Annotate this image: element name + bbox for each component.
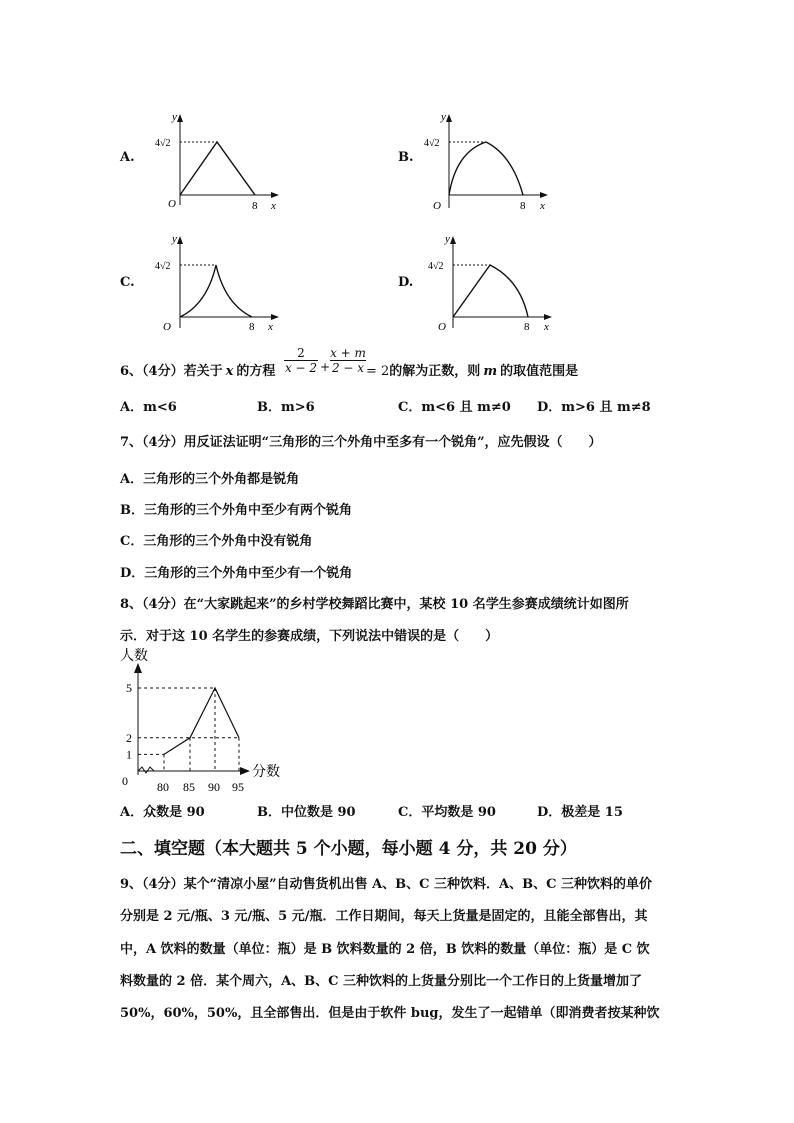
option-c-label: C. xyxy=(120,275,135,290)
q8-stem-line2: 示．对于这 10 名学生的参赛成绩，下列说法中错误的是（ ） xyxy=(120,629,499,644)
q8-stem-line1: 8、（4分）在“大家跳起来”的乡村学校舞蹈比赛中，某校 10 名学生参赛成绩统计如图所 xyxy=(120,597,629,612)
q6-option-b[interactable]: B．m>6 xyxy=(257,400,315,415)
graph-c-xend: 8 xyxy=(249,321,255,333)
q6-plus: + xyxy=(320,360,331,374)
graph-d-x: x xyxy=(544,321,549,333)
option-d-label: D. xyxy=(398,275,414,290)
graph-a-y: y xyxy=(172,111,177,123)
q8-xtick-90: 90 xyxy=(208,780,220,794)
q8-chart-ylabel: 人数 xyxy=(120,649,148,664)
graph-d xyxy=(428,232,558,334)
section-2-title: 二、填空题（本大题共 5 个小题，每小题 4 分，共 20 分） xyxy=(120,839,577,859)
graph-b-xend: 8 xyxy=(520,200,526,210)
graph-b xyxy=(424,110,554,210)
q8-xtick-85: 85 xyxy=(183,780,195,794)
graph-d-peak: 4√2 xyxy=(428,261,444,272)
graph-a-x: x xyxy=(271,200,276,210)
q7-option-a[interactable]: A．三角形的三个外角都是锐角 xyxy=(120,472,300,487)
q9-line-3: 中，A 饮料的数量（单位：瓶）是 B 饮料数量的 2 倍，B 饮料的数量（单位：瓶）是 C 饮 xyxy=(120,942,650,957)
q7-option-b[interactable]: B．三角形的三个外角中至少有两个锐角 xyxy=(120,503,352,518)
q8-chart xyxy=(112,645,302,795)
q8-option-c[interactable]: C．平均数是 90 xyxy=(398,805,496,820)
graph-c-peak: 4√2 xyxy=(155,261,171,272)
q9-line-2: 分别是 2 元/瓶、3 元/瓶、5 元/瓶．工作日期间，每天上货量是固定的，且能全部售出，其 xyxy=(120,909,648,924)
graph-b-peak: 4√2 xyxy=(424,138,440,149)
option-b-label: B. xyxy=(398,150,414,165)
q8-option-a[interactable]: A．众数是 90 xyxy=(120,805,205,820)
q8-series-line xyxy=(164,688,239,754)
q8-chart-xlabel: 分数 xyxy=(252,765,280,780)
q9-line-4: 料数量的 2 倍．某个周六，A、B、C 三种饮料的上货量分别比一个工作日的上货量增加了 xyxy=(120,974,643,989)
graph-c-origin: O xyxy=(163,321,171,333)
graph-d-xend: 8 xyxy=(524,321,530,333)
q6-stem-tail: = 2的解为正数，则 m 的取值范围是 xyxy=(366,364,579,379)
q6-option-d[interactable]: D．m>6 且 m≠8 xyxy=(537,400,651,415)
q9-line-5: 50%，60%，50%，且全部售出．但是由于软件 bug，发生了一起错单（即消费者按某种饮 xyxy=(120,1006,660,1021)
q8-xtick-95: 95 xyxy=(232,780,244,794)
q7-option-d[interactable]: D．三角形的三个外角中至少有一个锐角 xyxy=(120,566,353,581)
q6-stem: 6、（4分）若关于 x 的方程 xyxy=(120,364,276,379)
q8-option-b[interactable]: B．中位数是 90 xyxy=(257,805,356,820)
graph-c-y: y xyxy=(172,233,177,245)
graph-b-x: x xyxy=(540,200,545,210)
q8-ytick-2: 2 xyxy=(126,730,132,745)
q8-ytick-5: 5 xyxy=(126,681,132,695)
graph-c-x: x xyxy=(268,321,273,333)
q6-option-a[interactable]: A．m<6 xyxy=(120,400,177,415)
q6-frac2: x + m 2 − x xyxy=(330,346,366,375)
option-a-label: A. xyxy=(120,150,135,165)
graph-c xyxy=(155,232,285,334)
q7-option-c[interactable]: C．三角形的三个外角中没有锐角 xyxy=(120,534,313,549)
graph-a-xend: 8 xyxy=(252,200,258,210)
graph-a-origin: O xyxy=(168,198,176,210)
graph-a xyxy=(155,110,285,210)
q8-option-d[interactable]: D．极差是 15 xyxy=(537,805,623,820)
q9-line-1: 9、（4分）某个“清凉小屋”自动售货机出售 A、B、C 三种饮料．A、B、C 三种饮料的单价 xyxy=(120,877,652,892)
q6-frac1: 2 x − 2 xyxy=(284,346,318,375)
q8-ytick-1: 1 xyxy=(126,747,132,762)
q6-option-c[interactable]: C．m<6 且 m≠0 xyxy=(398,400,511,415)
graph-a-peak: 4√2 xyxy=(155,138,171,149)
q8-xtick-80: 80 xyxy=(157,780,169,794)
graph-d-y: y xyxy=(445,233,450,245)
graph-b-origin: O xyxy=(433,200,441,210)
q8-chart-ytick-0: 0 xyxy=(122,774,128,788)
q7-stem: 7、（4分）用反证法证明“三角形的三个外角中至多有一个锐角”，应先假设（ ） xyxy=(120,435,602,450)
graph-b-y: y xyxy=(441,111,446,123)
graph-d-origin: O xyxy=(438,321,446,333)
